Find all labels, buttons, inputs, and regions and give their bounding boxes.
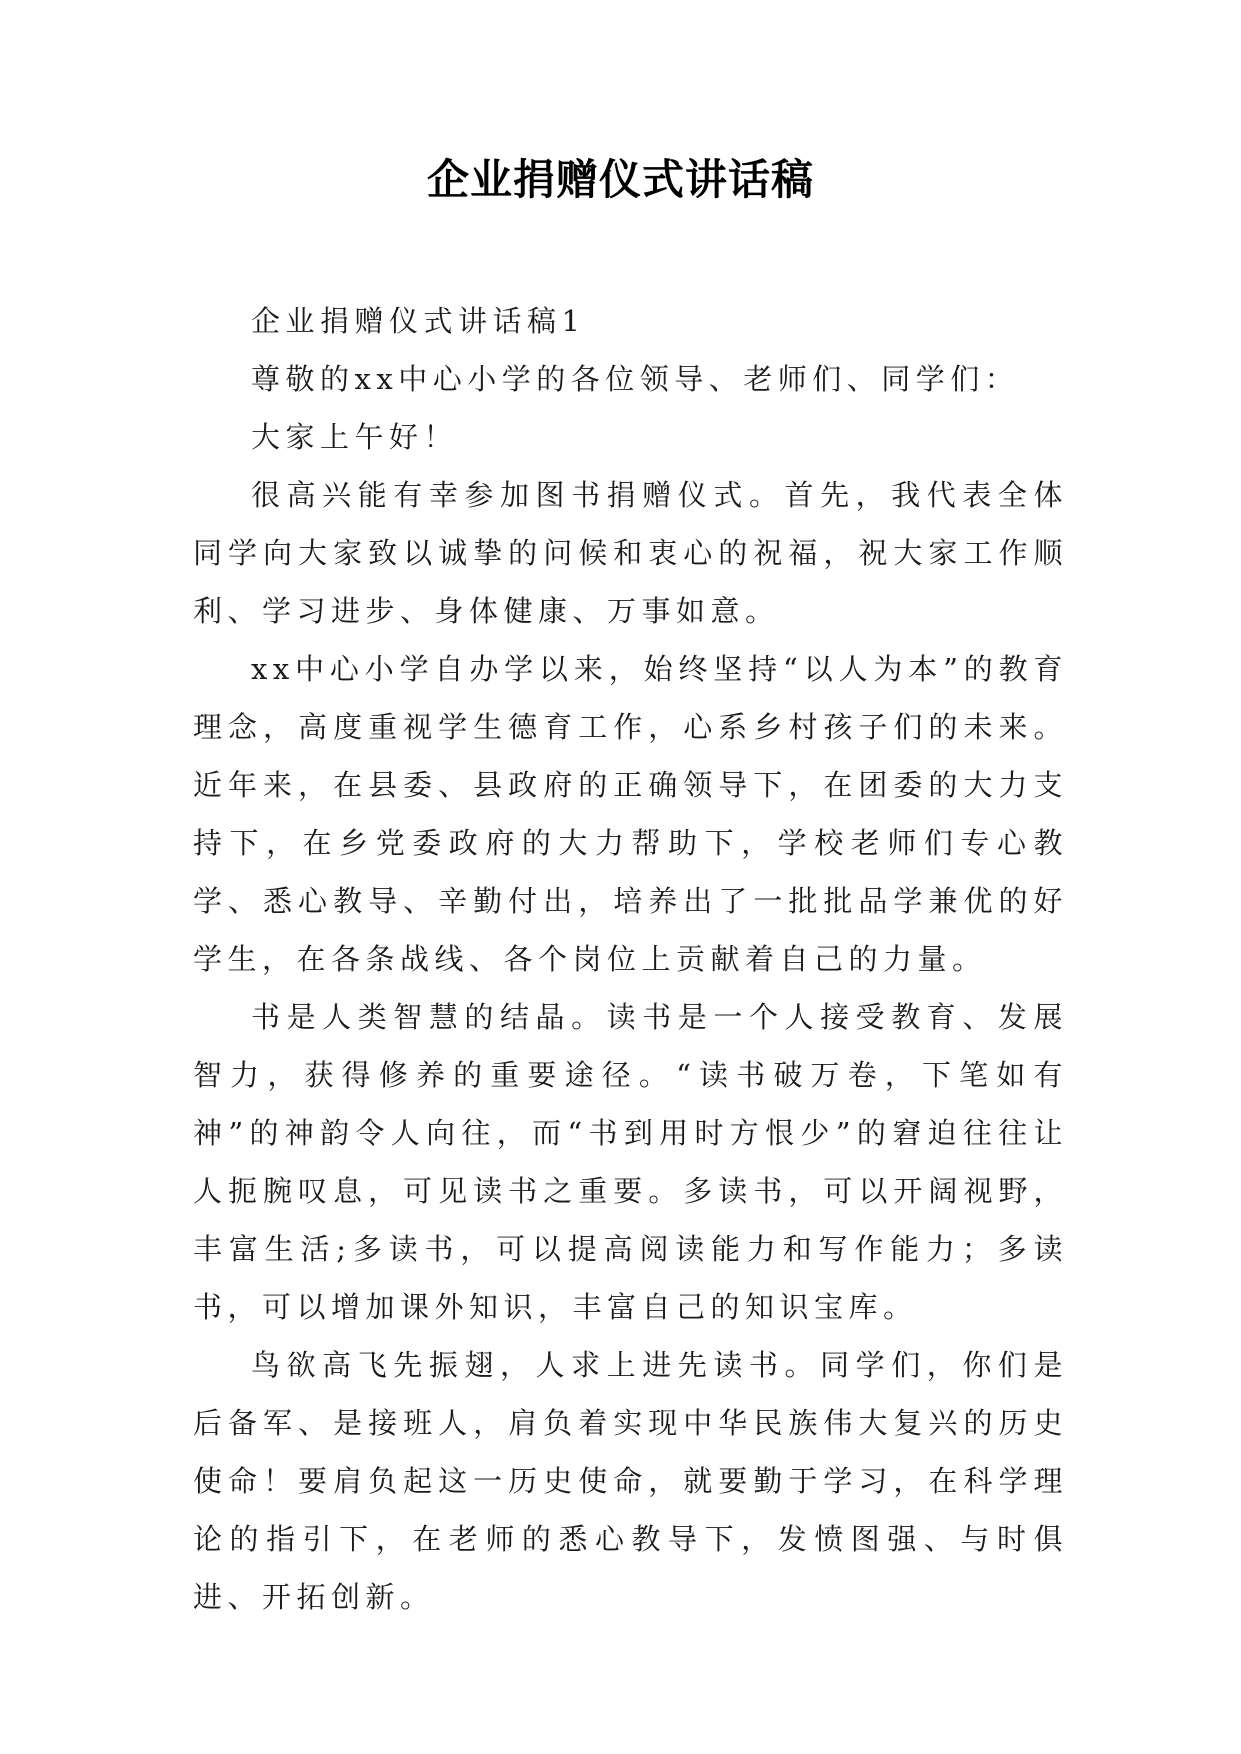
paragraph-greeting: 大家上午好！ <box>251 420 459 454</box>
document-body <box>193 292 1068 1626</box>
paragraph-school-intro: xx中心小学自办学以来，始终坚持“以人为本”的教育理念，高度重视学生德育工作，心系乡村孩子们的未来。近年来，在县委、县政府的正确领导下，在团委的大力支持下，在乡党委政府的大力帮助下，学校老师们专心教学、悉心教导、辛勤付出，培养出了一批批品学兼优的好学生，在各条战线、各个岗位上贡献着自己的力量。 <box>193 652 1068 976</box>
paragraph-salutation: 尊敬的xx中心小学的各位领导、老师们、同学们： <box>251 362 1020 396</box>
document-title: 企业捐赠仪式讲话稿 <box>426 155 814 204</box>
paragraph-opening: 很高兴能有幸参加图书捐赠仪式。首先，我代表全体同学向大家致以诚挚的问候和衷心的祝福，祝大家工作顺利、学习进步、身体健康、万事如意。 <box>193 478 1068 628</box>
paragraph-call-to-action: 鸟欲高飞先振翅，人求上进先读书。同学们，你们是后备军、是接班人，肩负着实现中华民族伟大复兴的历史使命！要肩负起这一历史使命，就要勤于学习，在科学理论的指引下，在老师的悉心教导下，发愤图强、与时俱进、开拓创新。 <box>193 1348 1068 1614</box>
paragraph-reading-importance: 书是人类智慧的结晶。读书是一个人接受教育、发展智力，获得修养的重要途径。“读书破万卷，下笔如有神”的神韵令人向往，而“书到用时方恨少”的窘迫往往让人扼腕叹息，可见读书之重要。多读书，可以开阔视野，丰富生活;多读书，可以提高阅读能力和写作能力；多读书，可以增加课外知识，丰富自己的知识宝库。 <box>193 1000 1068 1324</box>
paragraph-subtitle: 企业捐赠仪式讲话稿1 <box>251 304 586 338</box>
